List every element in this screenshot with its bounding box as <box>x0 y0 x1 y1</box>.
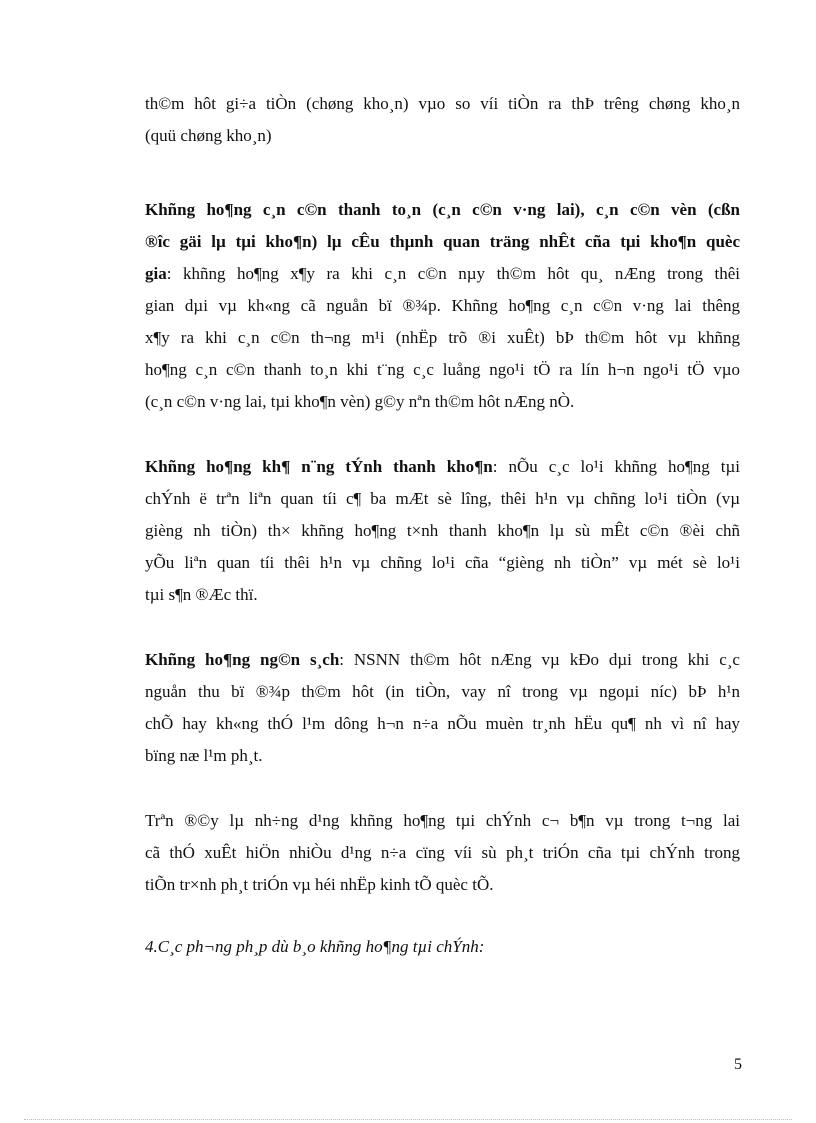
p1-line-6 <box>145 386 740 418</box>
text-span: th©m hôt gi÷a tiÒn (chøng kho¸n) vµo so víi tiÒn ra thÞ trêng chøng kho¸n <box>145 94 740 113</box>
p2-line-2 <box>145 515 740 547</box>
text-span: tµi s¶n ®Æc thï. <box>145 585 258 604</box>
p1-line-1 <box>145 226 740 258</box>
text-span: gian dµi vµ kh«ng cã nguån bï ®¾p. Khñng ho¶ng c¸n c©n v·ng lai thêng <box>145 296 740 315</box>
p2-line-3 <box>145 547 740 579</box>
text-span: yÕu liªn quan tíi thêi h¹n vµ chñng lo¹i cña “gièng nh tiÒn” vµ mét sè lo¹i <box>145 553 740 572</box>
p3-line-0 <box>145 644 740 676</box>
text-span: x¶y ra khi c¸n c©n th¬ng m¹i (nhËp trõ ®i xuÊt) bÞ th©m hôt vµ khñng <box>145 328 740 347</box>
bold-span: ®îc gäi lµ tµi kho¶n) lµ cÊu thµnh quan träng nhÊt cña tµi kho¶n quèc <box>145 232 740 251</box>
text-span: gièng nh tiÒn) th× khñng ho¶ng t×nh thanh kho¶n lµ sù mÊt c©n ®èi chñ <box>145 521 740 540</box>
text-span: Trªn ®©y lµ nh÷ng d¹ng khñng ho¶ng tµi chÝnh c¬ b¶n vµ trong t¬ng lai <box>145 811 740 830</box>
text-span: cã thÓ xuÊt hiÖn nhiÒu d¹ng n÷a cïng víi sù ph¸t triÓn cña tµi chÝnh trong <box>145 843 740 862</box>
p1-line-0 <box>145 194 740 226</box>
text-span: (quü chøng kho¸n) <box>145 126 272 145</box>
text-span: : nÕu c¸c lo¹i khñng ho¶ng tµi <box>492 457 740 476</box>
body-text <box>145 0 740 963</box>
section-heading: 4.C¸c ph¬ng ph¸p dù b¸o khñng ho¶ng tµi chÝnh: <box>145 937 485 956</box>
p3-line-2 <box>145 708 740 740</box>
text-span: tiÕn tr×nh ph¸t triÓn vµ héi nhËp kinh tÕ quèc tÕ. <box>145 875 494 894</box>
bold-span: gia <box>145 264 167 283</box>
p2-line-0 <box>145 451 740 483</box>
p3-line-1 <box>145 676 740 708</box>
text-span: ho¶ng c¸n c©n thanh to¸n khi t¨ng c¸c luång ngo¹i tÖ ra lín h¬n ngo¹i tÖ vµo <box>145 360 740 379</box>
text-span: bïng næ l¹m ph¸t. <box>145 746 263 765</box>
page-number: 5 <box>734 1056 742 1073</box>
p1-line-4 <box>145 322 740 354</box>
bold-span: Khñng ho¶ng ng©n s¸ch <box>145 650 340 669</box>
text-span: nguån thu bï ®¾p th©m hôt (in tiÒn, vay nî trong vµ ngoµi níc) bÞ h¹n <box>145 682 740 701</box>
p1-line-2 <box>145 258 740 290</box>
p4-line-2 <box>145 869 740 901</box>
p0-line-0 <box>145 88 740 120</box>
p4-line-1 <box>145 837 740 869</box>
bold-span: Khñng ho¶ng kh¶ n¨ng tÝnh thanh kho¶n <box>145 457 493 476</box>
p4-line-0 <box>145 805 740 837</box>
bold-span: Khñng ho¶ng c¸n c©n thanh to¸n (c¸n c©n v·ng lai), c¸n c©n vèn (cßn <box>145 200 740 219</box>
p0-line-1 <box>145 120 740 152</box>
text-span: : NSNN th©m hôt nÆng vµ kÐo dµi trong khi c¸c <box>339 650 740 669</box>
p1-line-3 <box>145 290 740 322</box>
p3-line-3 <box>145 740 740 772</box>
footer-divider <box>24 1119 792 1120</box>
text-span: chÕ hay kh«ng thÓ l¹m dông h¬n n÷a nÕu muèn tr¸nh hËu qu¶ nh vì nî hay <box>145 714 740 733</box>
text-span: : khñng ho¶ng x¶y ra khi c¸n c©n nµy th©m hôt qu¸ nÆng trong thêi <box>166 264 740 283</box>
text-span: chÝnh ë trªn liªn quan tíi c¶ ba mÆt sè lîng, thêi h¹n vµ chñng lo¹i tiÒn (vµ <box>145 489 740 508</box>
text-span: (c¸n c©n v·ng lai, tµi kho¶n vèn) g©y nªn th©m hôt nÆng nÒ. <box>145 392 575 411</box>
p1-line-5 <box>145 354 740 386</box>
p2-line-4 <box>145 579 740 611</box>
p2-line-1 <box>145 483 740 515</box>
